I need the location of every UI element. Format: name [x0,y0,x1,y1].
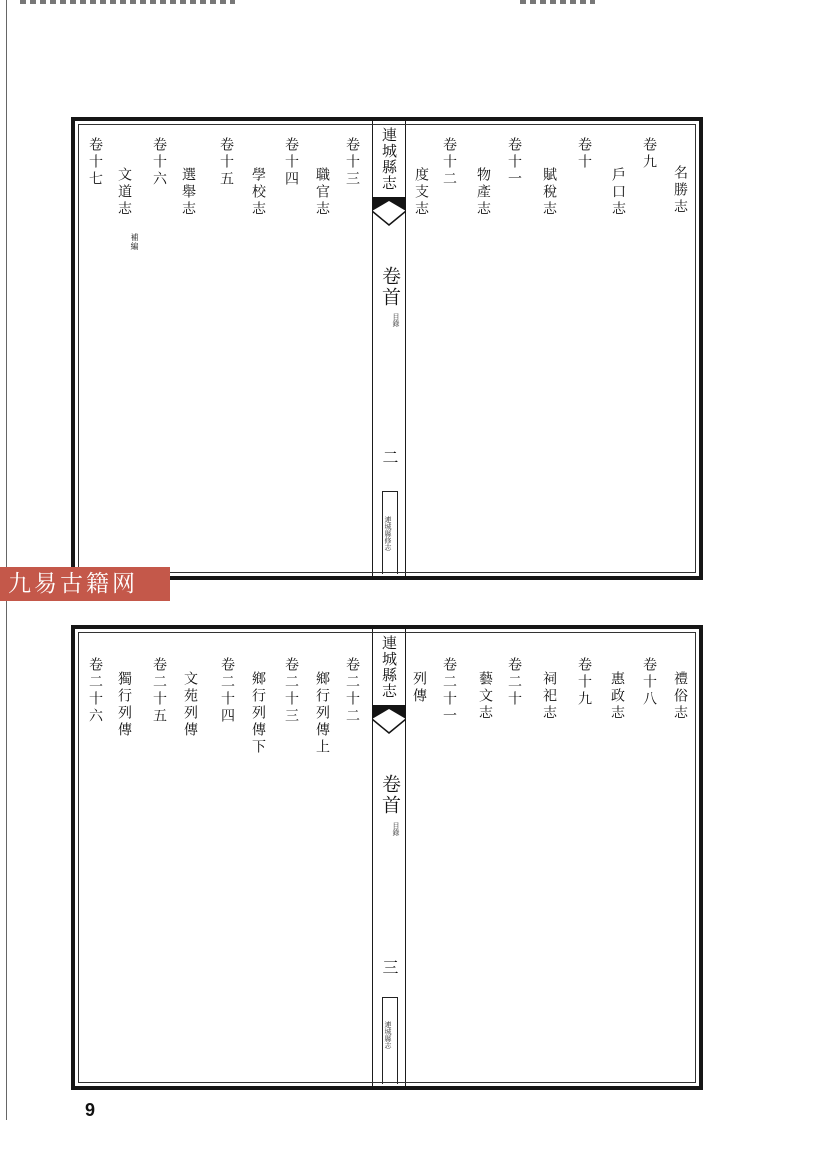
toc-column: 卷十 [576,137,592,171]
toc-column: 度支志 [413,167,429,218]
toc-column: 卷二十五 [151,657,167,725]
fold-section-note: 目錄 [392,313,400,327]
toc-note: 補編 [130,233,139,251]
toc-column: 鄉行列傳上 [314,671,330,756]
fold-column [372,121,406,576]
toc-column: 戶口志 [610,167,626,218]
fold-column [372,629,406,1086]
toc-column: 藝文志 [477,671,493,722]
toc-column: 卷十三 [344,137,360,188]
toc-column: 卷九 [641,137,657,171]
toc-column: 卷二十二 [344,657,360,725]
toc-column: 物產志 [475,167,491,218]
toc-column: 選舉志 [180,167,196,218]
toc-column: 祠祀志 [541,671,557,722]
toc-column: 列傳 [411,671,427,705]
toc-column: 卷十一 [506,137,522,188]
book-title: 連城縣志 [380,635,398,699]
site-watermark: 九易古籍网 [0,567,170,601]
leaf-number: 二 [380,449,399,465]
toc-column: 卷二十四 [219,657,235,725]
scan-top-noise [520,0,595,4]
toc-column: 惠政志 [609,671,625,722]
fish-tail-mark-icon [372,705,406,735]
toc-column: 卷二十六 [87,657,103,725]
fish-tail-mark-icon [372,197,406,227]
toc-column: 文苑列傳 [182,671,198,739]
fold-lower-note: 連城縣修志 [384,516,392,551]
scan-top-noise [20,0,235,4]
toc-column: 獨行列傳 [116,671,132,739]
page-number: 9 [85,1100,96,1120]
toc-column: 名勝志 [672,165,688,216]
toc-column: 卷二十 [506,657,522,708]
toc-column: 賦稅志 [541,167,557,218]
toc-column: 卷十六 [151,137,167,188]
toc-column: 卷十四 [283,137,299,188]
book-page-spread-1 [71,117,703,580]
leaf-number: 三 [380,959,399,975]
toc-column: 卷二十一 [441,657,457,725]
toc-column: 卷十二 [441,137,457,188]
scan-edge-line [6,0,7,1120]
book-page-spread-2 [71,625,703,1090]
toc-column: 職官志 [314,167,330,218]
toc-column: 卷十九 [576,657,592,708]
toc-column: 卷十七 [87,137,103,188]
toc-column: 禮俗志 [672,671,688,722]
book-title: 連城縣志 [380,127,398,191]
fold-juan-label: 卷首 [379,266,401,308]
fold-section-note: 目錄 [392,822,400,836]
toc-column: 卷十八 [641,657,657,708]
toc-column: 學校志 [250,167,266,218]
fold-juan-label: 卷首 [379,774,401,816]
toc-column: 文道志 [116,167,132,218]
toc-column: 卷二十三 [283,657,299,725]
toc-column: 卷十五 [218,137,234,188]
fold-lower-note: 連城縣志 [384,1021,392,1049]
toc-column: 鄉行列傳下 [250,671,266,756]
